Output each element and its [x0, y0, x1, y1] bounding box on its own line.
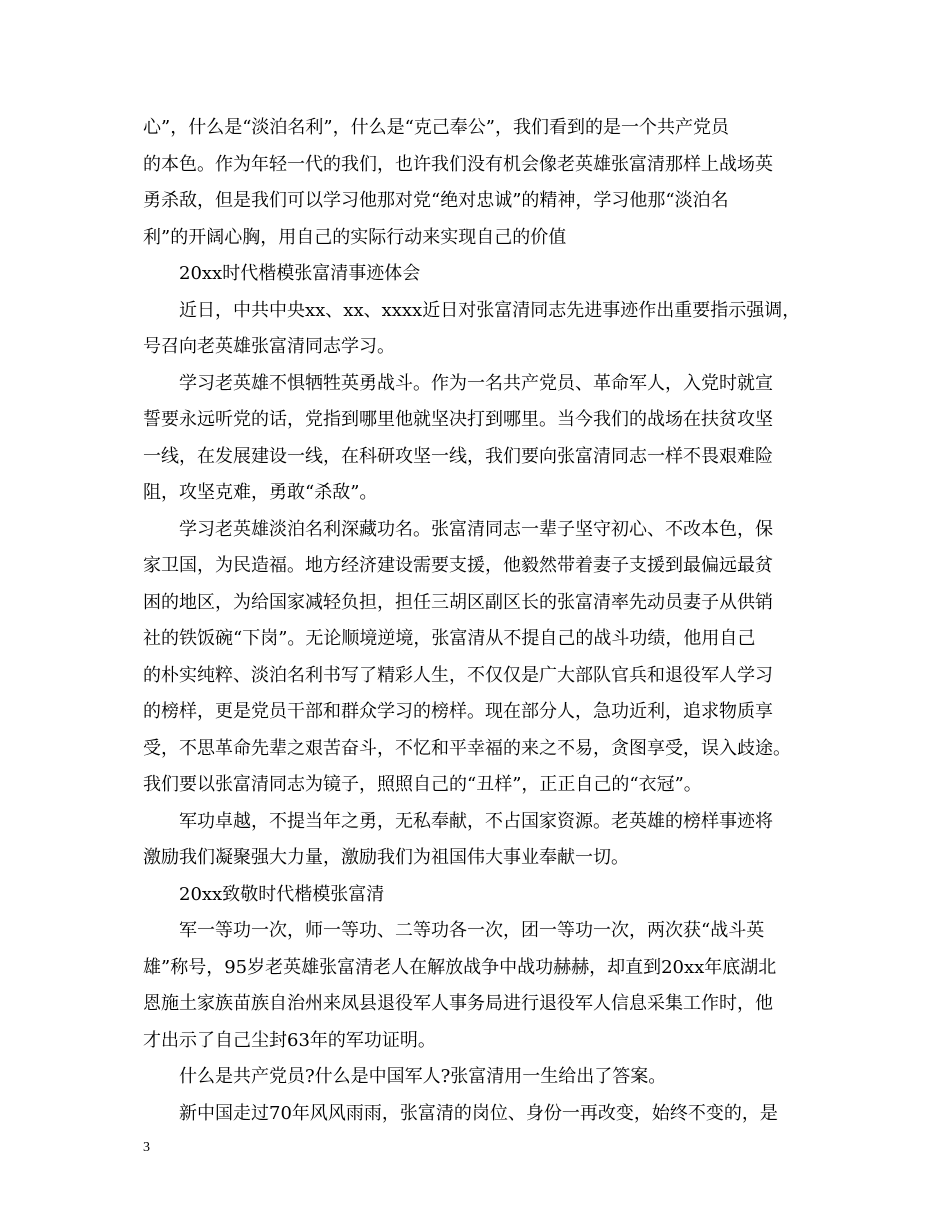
body-text	[143, 110, 823, 1132]
text-line: 20xx致敬时代楷模张富清	[179, 883, 385, 905]
text-line: 心”，什么是“淡泊名利”，什么是“克己奉公”，我们看到的是一个共产党员	[143, 117, 730, 138]
text-line: 什么是共产党员?什么是中国军人?张富清用一生给出了答案。	[179, 1066, 667, 1087]
text-line: 我们要以张富清同志为镜子，照照自己的“丑样”，正正自己的“衣冠”。	[143, 774, 702, 795]
text-line: 受，不思革命先辈之艰苦奋斗，不忆和平幸福的来之不易，贪图享受，误入歧途。	[143, 737, 791, 759]
text-line: 号召向老英雄张富清同志学习。	[143, 336, 395, 357]
text-line: 军功卓越，不提当年之勇，无私奉献，不占国家资源。老英雄的榜样事迹将	[179, 810, 773, 832]
text-line: 家卫国，为民造福。地方经济建设需要支援，他毅然带着妻子支援到最偏远最贫	[143, 555, 773, 576]
text-line: 一线，在发展建设一线，在科研攻坚一线，我们要向张富清同志一样不畏艰难险	[143, 445, 773, 467]
text-line: 誓要永远听党的话，党指到哪里他就坚决打到哪里。当今我们的战场在扶贫攻坚	[143, 409, 773, 430]
text-line: 的榜样，更是党员干部和群众学习的榜样。现在部分人，急功近利，追求物质享	[143, 701, 773, 722]
text-line: 新中国走过70年风风雨雨，张富清的岗位、身份一再改变，始终不变的，是	[179, 1102, 778, 1124]
page-number: 3	[143, 1140, 150, 1155]
text-line: 的本色。作为年轻一代的我们，也许我们没有机会像老英雄张富清那样上战场英	[143, 153, 773, 175]
text-line: 军一等功一次，师一等功、二等功各一次，团一等功一次，两次获“战斗英	[179, 920, 765, 941]
text-line: 学习老英雄淡泊名利深藏功名。张富清同志一辈子坚守初心、不改本色，保	[179, 518, 773, 540]
text-line: 雄”称号，95岁老英雄张富清老人在解放战争中战功赫赫，却直到20xx年底湖北	[143, 956, 777, 978]
text-line: 阻，攻坚克难，勇敢“杀敌”。	[143, 482, 378, 503]
text-line: 勇杀敌，但是我们可以学习他那对党“绝对忠诚”的精神，学习他那“淡泊名	[143, 190, 729, 211]
text-line: 困的地区，为给国家减轻负担，担任三胡区副区长的张富清率先动员妻子从供销	[143, 591, 773, 613]
text-line: 近日，中共中央xx、xx、xxxx近日对张富清同志先进事迹作出重要指示强调，	[179, 299, 801, 321]
text-line: 社的铁饭碗“下岗”。无论顺境逆境，张富清从不提自己的战斗功绩，他用自己	[143, 628, 756, 649]
text-line: 激励我们凝聚强大力量，激励我们为祖国伟大事业奉献一切。	[143, 847, 629, 868]
text-line: 学习老英雄不惧牺牲英勇战斗。作为一名共产党员、革命军人，入党时就宣	[179, 372, 773, 394]
text-line: 的朴实纯粹、淡泊名利书写了精彩人生，不仅仅是广大部队官兵和退役军人学习	[143, 664, 773, 686]
text-line: 利”的开阔心胸，用自己的实际行动来实现自己的价值	[143, 226, 567, 248]
text-line: 20xx时代楷模张富清事迹体会	[179, 263, 421, 284]
text-line: 才出示了自己尘封63年的军功证明。	[143, 1029, 436, 1051]
text-line: 恩施土家族苗族自治州来凤县退役军人事务局进行退役军人信息采集工作时，他	[143, 993, 773, 1014]
